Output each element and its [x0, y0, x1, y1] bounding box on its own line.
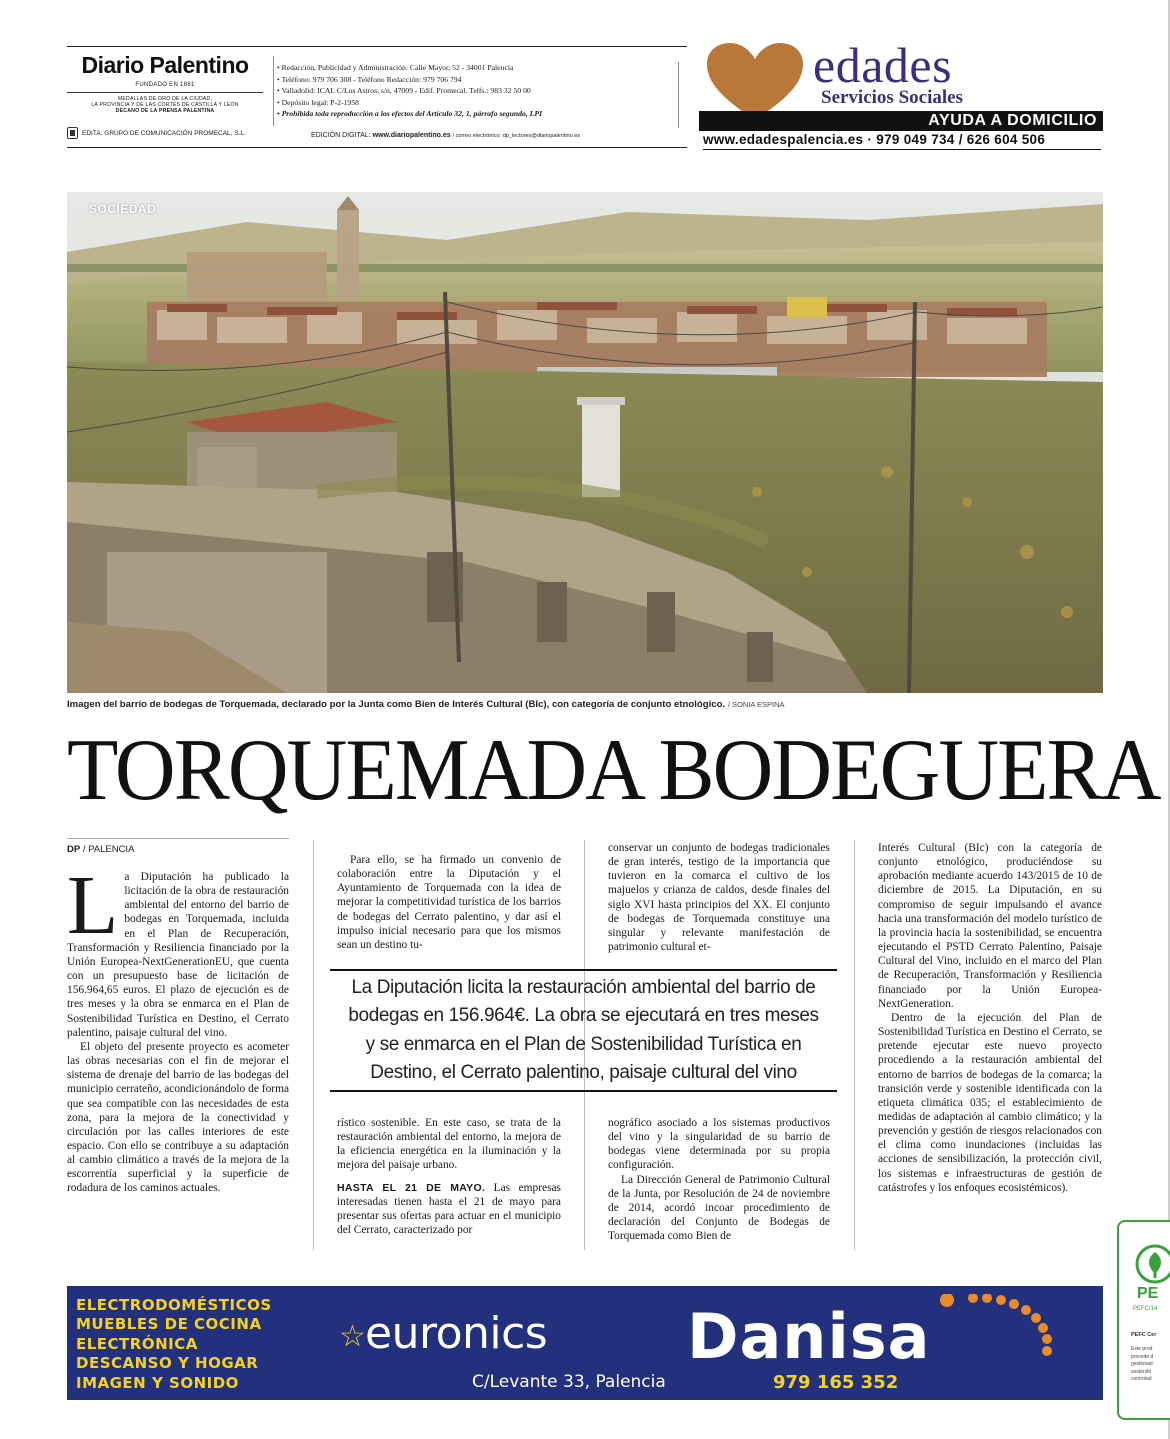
- rights-notice: • Prohibida toda reproducción a los efectos del Artículo 32, 1, párrafo segundo, LPI: [277, 109, 543, 118]
- contact-line: • Redacción, Publicidad y Administración: Calle Mayor, 52 - 34001 Palencia: [277, 63, 514, 72]
- publisher-logo-icon: [67, 127, 78, 139]
- caption-text: Imagen del barrio de bodegas de Torquemada, declarado por la Junta como Bien de Interés Cultural (BIc), con categoría de conjunto etnológico.: [67, 699, 726, 710]
- column-divider: [313, 840, 314, 1250]
- article-column-2-top: [337, 853, 561, 952]
- pull-quote-line: bodegas en 156.964€. La obra se ejecutará en tres meses: [348, 1005, 819, 1027]
- pefc-line: sostenibl: [1131, 1368, 1151, 1375]
- photo-credit: / SONIA ESPINA: [727, 700, 785, 709]
- pull-quote-text: [330, 974, 837, 1087]
- article-paragraph: Interés Cultural (BIc) con la categoría de conjunto etnológico, produciéndose su aprobación mediante acuerdo 143/2015 de 10 de diciembre de 2015. La Diputación, en su compromiso de seguir impulsando el avance hacia una transformación del modelo turístico de la provincia hacia la sostenibilidad, se encuentra ejecutando el PSTD Cerrato Palentino, Paisaje Cultural del Vino, incluido en el marco del Plan de Recuperación, Transformación y Resiliencia financiado por la Unión Europea-NextGeneration.: [878, 842, 1102, 1010]
- ad-category: IMAGEN Y SONIDO: [76, 1373, 239, 1392]
- pefc-line: gestionad: [1131, 1361, 1153, 1367]
- pull-quote: [330, 969, 837, 1092]
- edades-contact[interactable]: www.edadespalencia.es · 979 049 734 / 626 604 506: [703, 132, 1046, 147]
- medals-line: LA PROVINCIA Y DE LAS CORTES DE CASTILLA Y LEÓN: [91, 102, 239, 109]
- pull-quote-line: Destino, el Cerrato palentino, paisaje cultural del vino: [370, 1061, 797, 1083]
- masthead-logo-block: [67, 52, 263, 115]
- star-icon: ☆: [339, 1319, 366, 1354]
- pefc-line: controlad: [1131, 1376, 1152, 1382]
- article-paragraph: Para ello, se ha firmado un convenio de colaboración entre la Diputación y el Ayuntamiento de Torquemada con la idea de mejorar la competitividad turística de los barrios de bodegas del Cerrato palentino, y dar así el impulso inicial necesario para que los mismos sean un destino tu-: [337, 854, 561, 951]
- medals-line: DECANO DE LA PRENSA PALENTINA: [115, 108, 215, 115]
- euronics-logo: euronics: [365, 1308, 548, 1359]
- email-label: / correo electrónico:: [452, 133, 501, 139]
- pull-quote-rule: [330, 969, 837, 971]
- ad-category: MUEBLES DE COCINA: [76, 1315, 262, 1334]
- article-paragraph: La Dirección General de Patrimonio Cultural de la Junta, por Resolución de 24 de noviembre de 2014, acordó incoar procedimiento de declaración del Conjunto de Bodegas de Torquemada como Bien de: [608, 1173, 830, 1243]
- ad-category: ELECTRÓNICA: [76, 1334, 198, 1353]
- store-phone[interactable]: 979 165 352: [773, 1372, 899, 1393]
- masthead-rule-top: [67, 46, 687, 47]
- masthead-divider: [678, 62, 679, 128]
- masthead-rule-bottom: [67, 147, 687, 148]
- pefc-heading: PEFC Cer: [1131, 1332, 1157, 1338]
- article-column-1: [67, 859, 289, 1196]
- article-paragraph: El objeto del presente proyecto es acometer las obras necesarias con el fin de mejorar el sistema de drenaje del barrio de las bodegas del municipio cerrateño, acondicionándolo de forma que sea compatible con las necesidades de esta zona, para la mejora de la conectividad y circulación por las calles interiores de este espacio. Con ello se contribuye a su adaptación al cambio climático a través de la mejora de la escorrentía superficial y la superficie de rodadura de los caminos actuales.: [67, 1040, 289, 1195]
- edades-subtitle: Servicios Sociales: [821, 87, 963, 108]
- article-paragraph: [67, 859, 289, 1040]
- article-paragraph: [337, 1181, 561, 1238]
- article-paragraph: rístico sostenible. En este caso, se trata de la restauración ambiental del entorno, la mejora de la eficiencia energética en la iluminación y la mejora del paisaje urbano.: [337, 1117, 561, 1172]
- article-paragraph: conservar un conjunto de bodegas tradicionales de gran interés, testigo de la importancia que tuvieron en la comarca el cultivo de los majuelos y crianza de caldos, desde finales del siglo XVI hasta principios del XX. El conjunto de bodegas de Torquemada constituye una singular y relevante manifestación de patrimonio cultural et-: [608, 842, 830, 954]
- ad-category: DESCANSO Y HOGAR: [76, 1354, 259, 1373]
- article-paragraph: nográfico asociado a los sistemas productivos del vino y la singularidad de su barrio de bodegas viene determinada por su propia configuración.: [608, 1117, 830, 1172]
- article-column-3-top: [608, 841, 830, 954]
- edition-label: EDICIÓN DIGITAL:: [311, 132, 371, 139]
- article-headline: TORQUEMADA BODEGUERA: [67, 722, 1160, 819]
- digital-edition: [311, 132, 580, 139]
- pefc-code: PEFC/14: [1133, 1306, 1158, 1312]
- pefc-certification-badge: [1117, 1220, 1170, 1420]
- heart-icon: [705, 42, 805, 122]
- contact-block: [277, 62, 687, 120]
- pull-quote-rule: [330, 1090, 837, 1092]
- paragraph-text: Las empresas interesadas tienen hasta el 21 de mayo para presentar sus ofertas para actuar en el municipio del Cerrato, caracterizado por: [337, 1181, 561, 1237]
- wine-cellars-photo: [67, 192, 1103, 693]
- newspaper-logo[interactable]: Diario Palentino: [81, 52, 249, 78]
- email-link[interactable]: dp_lectores@diariopalentino.es: [502, 133, 581, 139]
- edades-underline: [703, 149, 1101, 150]
- medals-note: [67, 96, 263, 115]
- publisher-credit: [67, 127, 246, 139]
- photo-caption: [67, 699, 785, 710]
- article-column-4: [878, 841, 1102, 1195]
- article-paragraph: Dentro de la ejecución del Plan de Sostenibilidad Turística en Destino el Cerrato, se pretende ejecutar este nuevo proyecto procediendo a la restauración ambiental del entorno de barrios de bodegas de la comarca; la transición verde y sostenible identificada con la etiqueta climática 035; el establecimiento de medidas de adaptación al cambio climático; y la prevención y gestión de riesgos relacionados con el clima como inundaciones (incluidas las acciones de sensibilización, la protección civil, los sistemas e infraestructuras de gestión de catástrofes y los enfoques ecosistémicos).: [878, 1011, 1102, 1194]
- byline-rule: [67, 838, 289, 839]
- pull-quote-line: y se enmarca en el Plan de Sostenibilidad Turística en: [365, 1033, 802, 1055]
- ad-category: ELECTRODOMÉSTICOS: [76, 1296, 272, 1314]
- contact-line: • Depósito legal: P-2-1958: [277, 97, 359, 107]
- subhead: HASTA EL 21 DE MAYO.: [337, 1181, 486, 1194]
- byline-source: DP: [67, 844, 81, 855]
- byline: [67, 844, 134, 855]
- danisa-ad[interactable]: [67, 1286, 1103, 1400]
- pefc-text: [1131, 1346, 1170, 1384]
- founded-note: FUNDADO EN 1881: [135, 82, 195, 88]
- paragraph-text: a Diputación ha publicado la licitación de la obra de restauración ambiental del entorno del barrio de bodegas en Torquemada, incluida en el Plan de Recuperación, Transformación y Resiliencia financiado por la Unión Europea-NextGenerationEU, que cuenta con un presupuesto base de licitación de 156.964,65 euros. El plazo de ejecución es de tres meses y la obra se enmarca en el Plan de Sostenibilidad Turística en Destino, el Cerrato palentino, paisaje cultural del vino.: [67, 871, 289, 1039]
- article-column-2-bottom: [337, 1116, 561, 1237]
- pull-quote-line: La Diputación licita la restauración ambiental del barrio de: [351, 977, 816, 998]
- contact-line: • Valladolid: ICAL C/Los Astros, s/n, 47009 - Edif. Promecal. Telfs.: 983 32 50 00: [277, 86, 531, 95]
- pefc-word: PE: [1137, 1285, 1159, 1302]
- drop-cap: L: [67, 859, 119, 952]
- contact-line: • Teléfono: 979 706 308 - Teléfono Redacción: 979 706 794: [277, 74, 462, 84]
- medals-line: MEDALLAS DE ORO DE LA CIUDAD,: [117, 96, 213, 102]
- edades-brand: edades: [813, 37, 953, 93]
- section-tag: SOCIEDAD: [89, 202, 157, 216]
- article-column-3-bottom: [608, 1116, 830, 1243]
- pefc-line: Este prod: [1131, 1346, 1153, 1352]
- edades-ad[interactable]: [697, 34, 1105, 152]
- article-photo: [67, 192, 1103, 693]
- appliance-icons-arc: [877, 1294, 1057, 1364]
- danisa-logo: Danisa: [687, 1300, 931, 1373]
- masthead-divider: [273, 56, 274, 126]
- edades-service-bar: AYUDA A DOMICILIO: [699, 111, 1103, 131]
- logo-divider: [67, 92, 263, 93]
- column-divider: [854, 840, 855, 1250]
- pefc-tree-icon: [1135, 1244, 1170, 1284]
- publisher-text: EDITA: GRUPO DE COMUNICACIÓN PROMECAL, S.L.: [82, 129, 246, 137]
- store-address: C/Levante 33, Palencia: [472, 1372, 666, 1392]
- edition-url-link[interactable]: www.diariopalentino.es: [372, 132, 451, 139]
- pefc-line: procede d: [1131, 1353, 1154, 1360]
- byline-place: / PALENCIA: [82, 844, 135, 855]
- ad-category-list: [76, 1296, 272, 1393]
